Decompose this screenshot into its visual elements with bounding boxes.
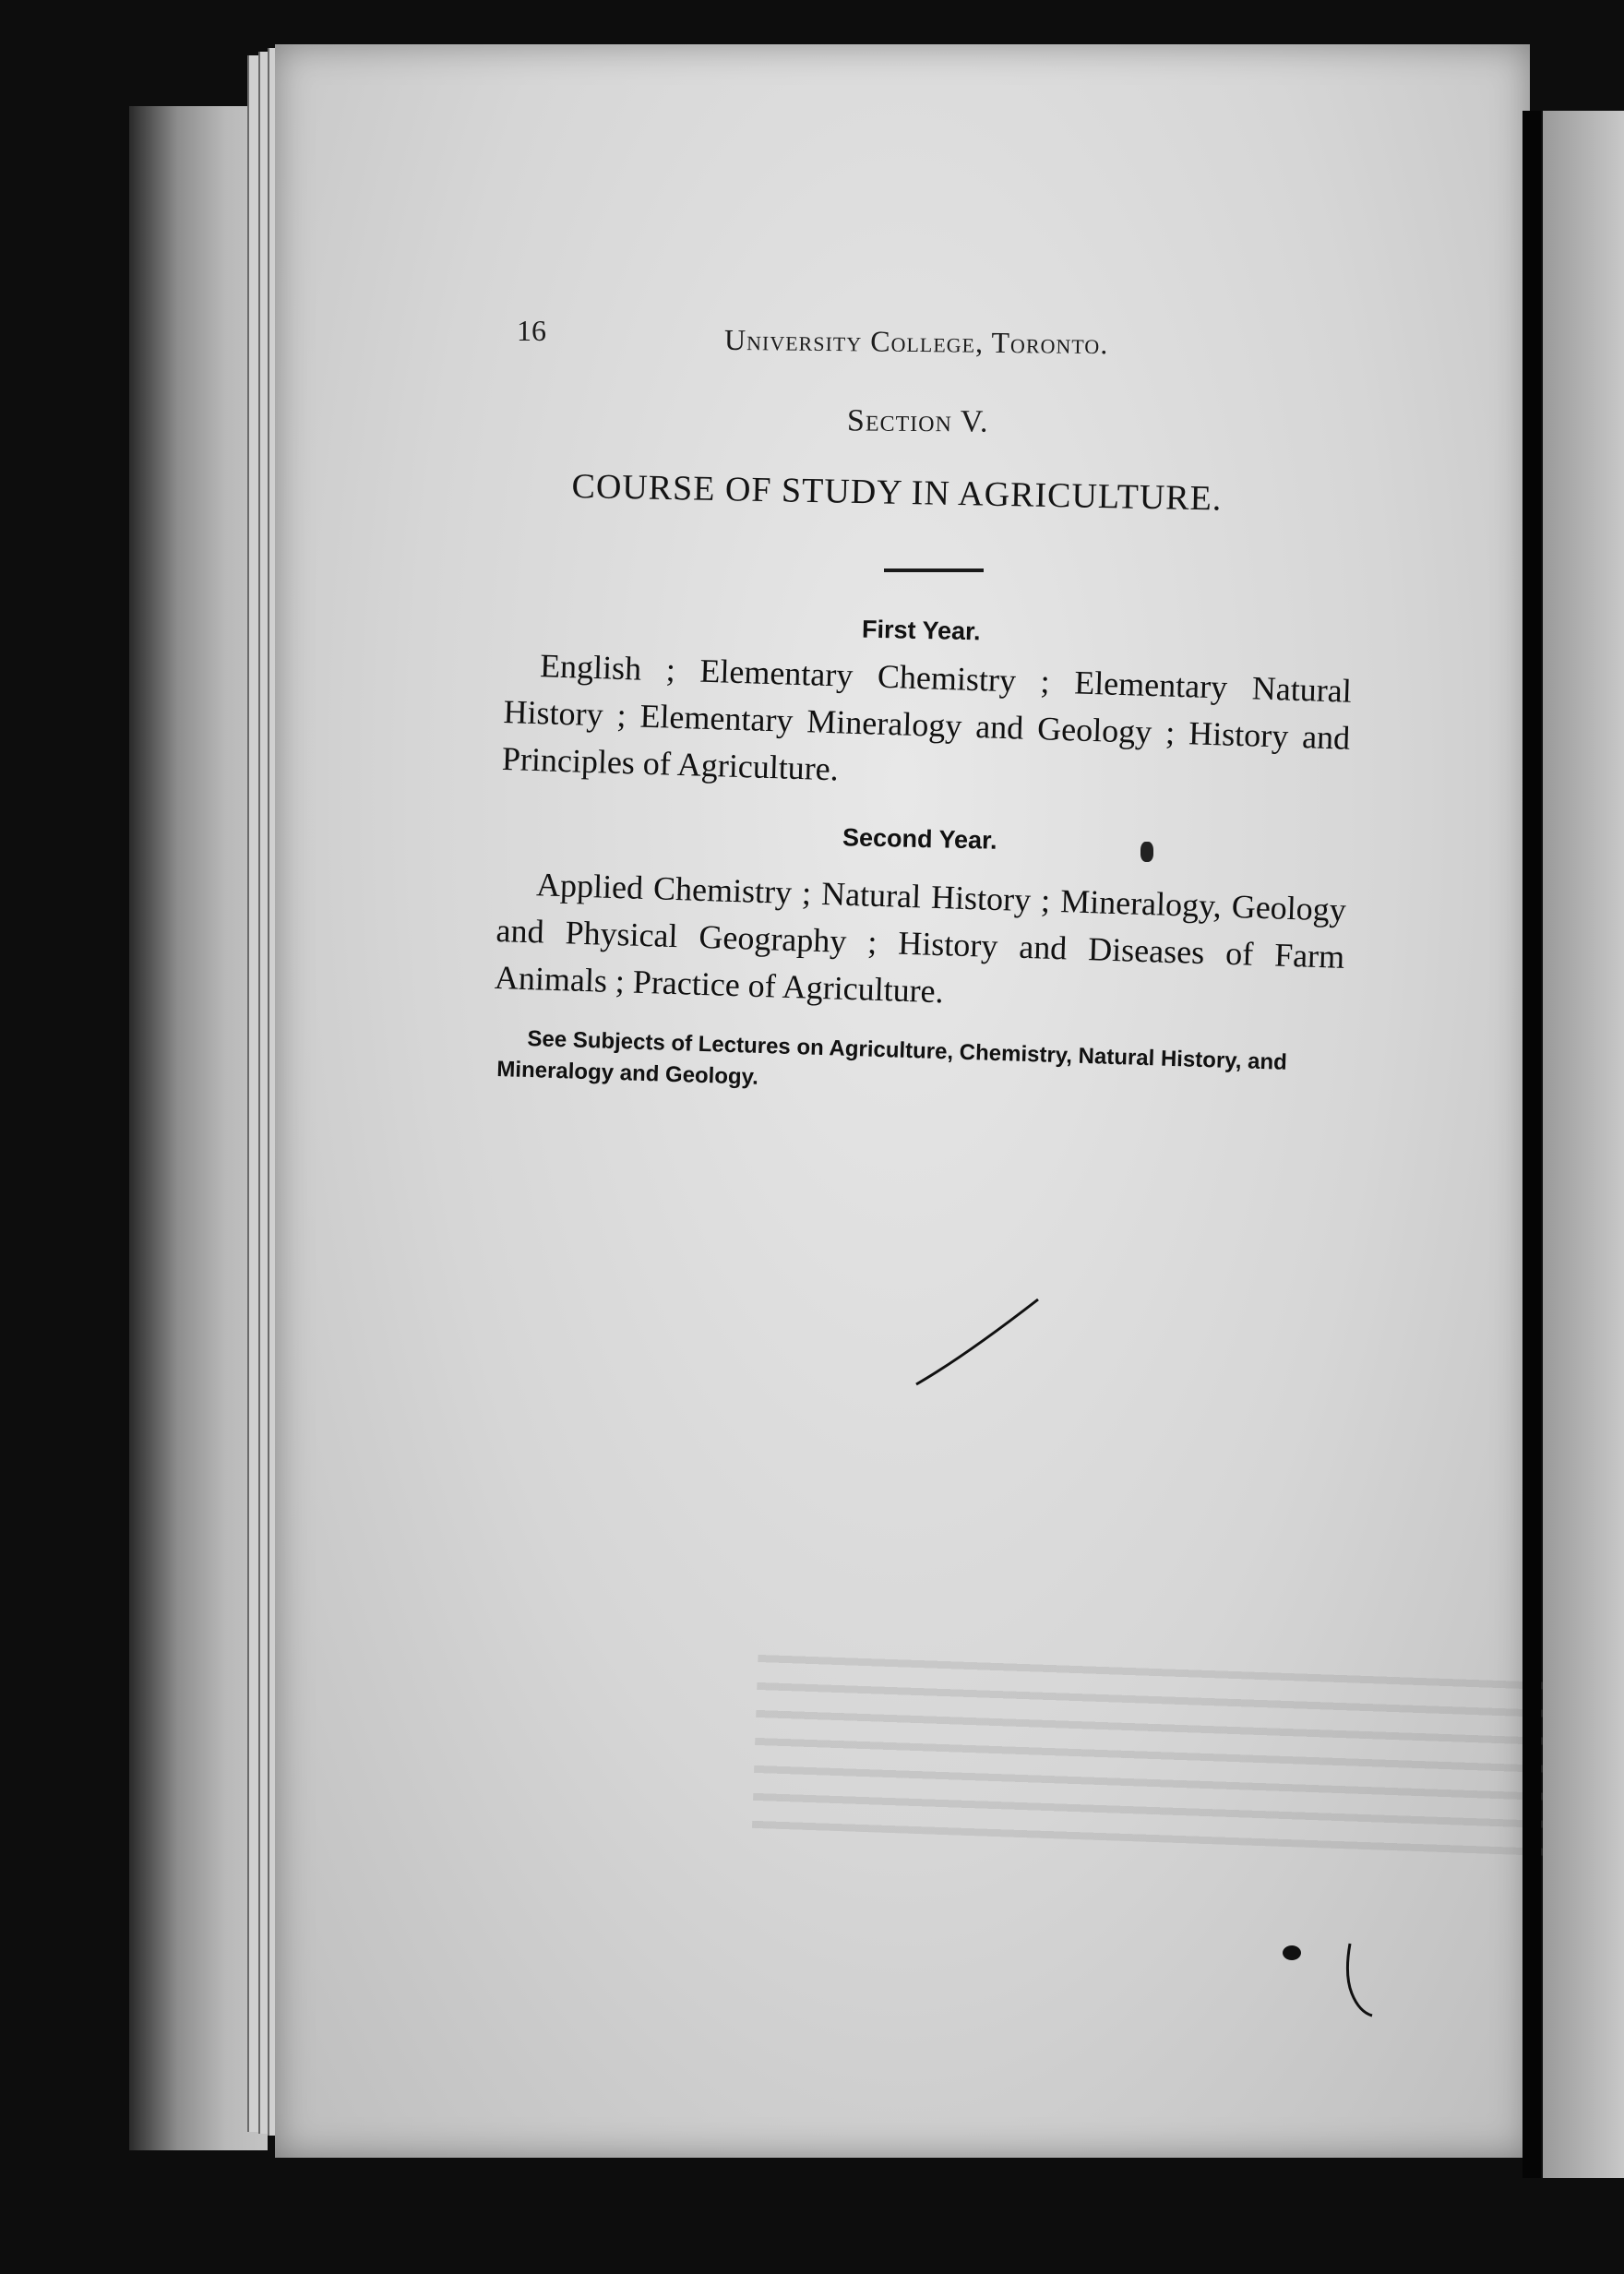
course-title: COURSE OF STUDY IN AGRICULTURE. xyxy=(571,466,1223,519)
first-year-heading: First Year. xyxy=(861,615,981,646)
show-through-text xyxy=(752,1653,1624,1860)
page-number: 16 xyxy=(517,314,546,347)
section-label: Section V. xyxy=(846,403,989,439)
pen-stroke-mark xyxy=(909,1292,1047,1394)
ink-blot xyxy=(1140,842,1153,862)
first-year-subjects: English ; Elementary Chemistry ; Elementary Natural History ; Elementary Mineralogy and Geology ; History and Principles of Agriculture. xyxy=(501,647,1353,788)
book-spine xyxy=(1522,111,1541,2178)
title-rule xyxy=(884,568,984,572)
book-page xyxy=(275,44,1530,2158)
facing-page-edge xyxy=(1543,111,1624,2178)
second-year-subjects: Applied Chemistry ; Natural History ; Mineralogy, Geology and Physical Geography ; History and Diseases of Farm Animals ; Practice of Agriculture. xyxy=(494,866,1347,1011)
second-year-heading: Second Year. xyxy=(842,823,997,855)
lecture-note: See Subjects of Lectures on Agriculture, Chemistry, Natural History, and Mineralogy and Geology. xyxy=(496,1026,1288,1090)
running-head: University College, Toronto. xyxy=(723,322,1109,361)
pen-hook-mark xyxy=(1343,1938,1379,2021)
ink-blot xyxy=(1283,1945,1301,1960)
